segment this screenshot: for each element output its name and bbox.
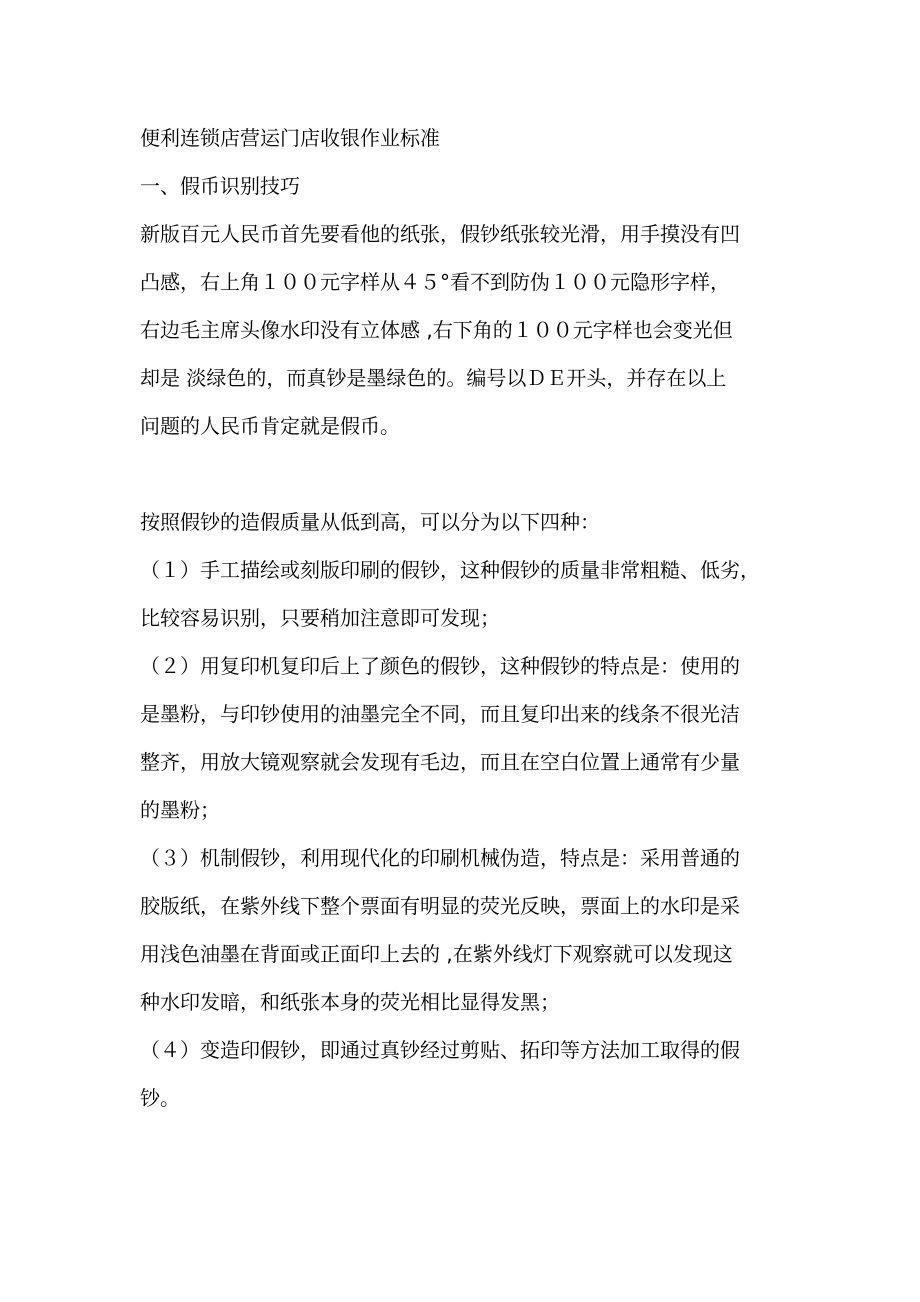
list-item-line: 用浅色油墨在背面或正面印上去的 ,在紫外线灯下观察就可以发现这 xyxy=(140,942,733,966)
list-item-line: 比较容易识别，只要稍加注意即可发现； xyxy=(140,606,500,630)
list-intro: 按照假钞的造假质量从低到高，可以分为以下四种： xyxy=(140,510,600,534)
paragraph-line: 问题的人民币肯定就是假币。 xyxy=(140,414,400,438)
list-item-line: 胶版纸，在紫外线下整个票面有明显的荧光反映，票面上的水印是采 xyxy=(140,894,740,918)
document-body xyxy=(140,114,805,1122)
list-item-1 xyxy=(140,546,805,642)
list-item-line: 钞。 xyxy=(140,1086,180,1110)
paragraph-line: 右边毛主席头像水印没有立体感 ,右下角的１００元字样也会变光但 xyxy=(140,318,733,342)
list-item-line: 种水印发暗，和纸张本身的荧光相比显得发黑； xyxy=(140,990,560,1014)
paragraph-line: 新版百元人民币首先要看他的纸张，假钞纸张较光滑，用手摸没有凹 xyxy=(140,222,740,246)
document-title: 便利连锁店营运门店收银作业标准 xyxy=(140,126,440,150)
paragraph-line: 却是 淡绿色的，而真钞是墨绿色的。编号以ＤＥ开头，并存在以上 xyxy=(140,366,727,390)
list-item-line: 的墨粉； xyxy=(140,798,220,822)
list-item-line: 整齐，用放大镜观察就会发现有毛边，而且在空白位置上通常有少量 xyxy=(140,750,740,774)
list-item-line: （１）手工描绘或刻版印刷的假钞，这种假钞的质量非常粗糙、低劣， xyxy=(140,558,760,582)
list-item-line: （２）用复印机复印后上了颜色的假钞，这种假钞的特点是：使用的 xyxy=(140,654,740,678)
section-heading: 一、假币识别技巧 xyxy=(140,174,300,198)
paragraph-line: 凸感，右上角１００元字样从４５°看不到防伪１００元隐形字样， xyxy=(140,270,730,294)
list-item-line: （３）机制假钞，利用现代化的印刷机械伪造，特点是：采用普通的 xyxy=(140,846,740,870)
list-item-line: 是墨粉，与印钞使用的油墨完全不同，而且复印出来的线条不很光洁 xyxy=(140,702,740,726)
list-item-3 xyxy=(140,834,805,1026)
list-item-4 xyxy=(140,1026,805,1122)
paragraph-spacer xyxy=(140,450,805,498)
list-item-2 xyxy=(140,642,805,834)
paragraph-counterfeit-identification xyxy=(140,210,805,450)
list-item-line: （４）变造印假钞，即通过真钞经过剪贴、拓印等方法加工取得的假 xyxy=(140,1038,740,1062)
